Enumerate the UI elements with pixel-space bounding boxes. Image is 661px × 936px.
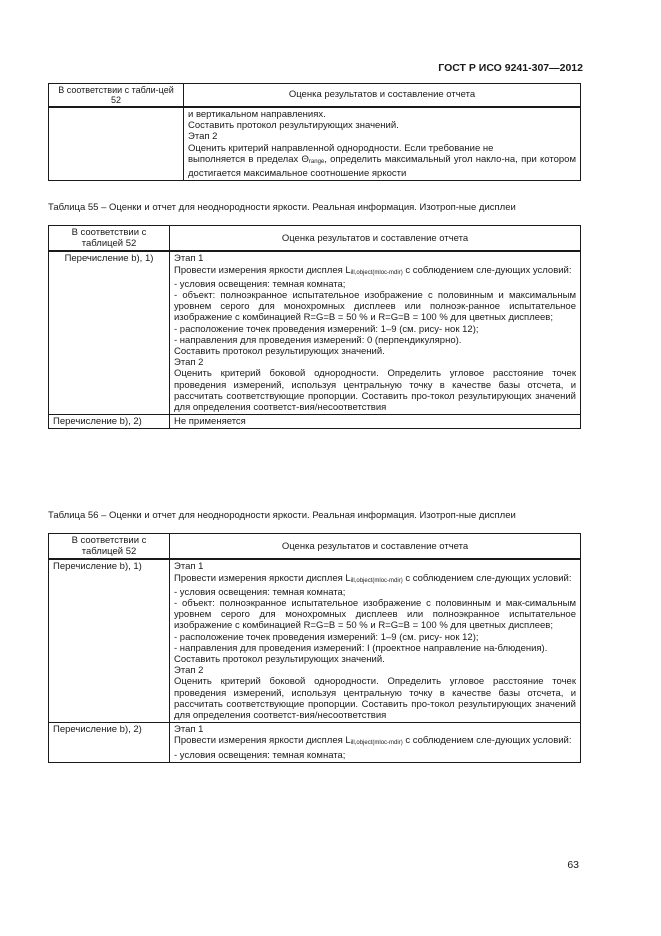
table55 [48, 225, 581, 429]
table56-caption: Таблица 56 – Оценки и отчет для неоднородности яркости. Реальная информация. Изотроп-ные дисплеи [48, 510, 516, 521]
result-cell: Не применяется [170, 415, 581, 429]
table-row [49, 559, 581, 722]
table-header-row [49, 534, 581, 560]
result-cell [170, 251, 581, 414]
stage-heading: Этап 1 [174, 253, 204, 265]
text-line: выполняется в пределах Θrange, определить максимальный угол накло-на, при котором достигается максимальное соотношение яркости [188, 153, 577, 180]
text-line: Оценить критерий боковой однородности. Определить угловое расстояние точек проведения измерений, используя центральную точку в качестве базы отсчета, и рассчитать соответствующие пропорции. Составить про-токол результирующих значений для определения соответст-вия/несоответствия [174, 676, 576, 722]
stage-heading: Этап 2 [174, 665, 204, 677]
empty-cell [49, 107, 184, 181]
text-line: - направления для проведения измерений: I (проектное направление на-блюдения). [174, 642, 548, 654]
col2-header: Оценка результатов и составление отчета [184, 84, 581, 108]
table-row [49, 251, 581, 414]
table55-caption: Таблица 55 – Оценки и отчет для неоднородности яркости. Реальная информация. Изотроп-ные дисплеи [48, 202, 516, 213]
result-cell [184, 107, 581, 181]
table-row [49, 107, 581, 181]
row-label: Перечисление b), 2) [49, 415, 170, 429]
text-line: - направления для проведения измерений: 0 (перпендикулярно). [174, 334, 462, 346]
text-line: Составить протокол результирующих значений. [174, 346, 385, 358]
result-cell [170, 723, 581, 763]
row-label: Перечисление b), 1) [49, 559, 170, 722]
text-line: - условия освещения: темная комната; [174, 749, 346, 761]
result-cell [170, 559, 581, 722]
table-header-row [49, 226, 581, 252]
col1-header: В соответствии с табли-цей 52 [49, 84, 184, 108]
measure-instruction: Провести измерения яркости дисплея Lill,object(mloc-mdir) с соблюдением сле-дующих условий: [174, 735, 572, 747]
stage-heading: Этап 1 [174, 724, 204, 736]
stage-heading: Этап 1 [174, 561, 204, 573]
row-label: Перечисление b), 1) [49, 251, 170, 414]
text-line: Составить протокол результирующих значений. [174, 654, 385, 666]
text-line: Составить протокол результирующих значений. [188, 120, 399, 132]
continuation-table [48, 83, 581, 181]
text-line: - объект: полноэкранное испытательное изображение с половинным и максимальным уровнем серого для монохромных дисплеев или полноэк-ранное испытательное изображение с комбинацией R=G=B = 50 % и R=G=B = 100 % для цветных дисплеев; [174, 290, 576, 324]
stage-heading: Этап 2 [174, 357, 204, 369]
document-standard-header: ГОСТ Р ИСО 9241-307—2012 [438, 62, 583, 74]
text-line: - условия освещения: темная комната; [174, 278, 346, 290]
col2-header: Оценка результатов и составление отчета [170, 534, 581, 560]
text-line: Оценить критерий направленной однородности. Если требование не [188, 142, 494, 154]
measure-instruction: Провести измерения яркости дисплея Lill,object(mloc-mdir) с соблюдением сле-дующих условий: [174, 264, 572, 276]
text-line: - расположение точек проведения измерений: 1–9 (см. рису- нок 12); [174, 631, 479, 643]
text-line: - объект: полноэкранное испытательное изображение с половинным и мак-симальным уровнем серого для монохромных дисплеев или полноэкранное испытательное изображение с комбинацией R=G=B = 50 % и R=G=B = 100 % для цветных дисплеев; [174, 598, 576, 632]
text-line: и вертикальном направлениях. [188, 109, 326, 120]
text-line: - расположение точек проведения измерений: 1–9 (см. рису- нок 12); [174, 323, 479, 335]
text-line: Оценить критерий боковой однородности. Определить угловое расстояние точек проведения измерений, используя центральную точку в качестве базы отсчета, и рассчитать соответствующие пропорции. Составить про-токол результирующих значений для определения соответст-вия/несоответствия [174, 368, 576, 414]
col1-header: В соответствии с таблицей 52 [49, 534, 170, 560]
page-number: 63 [567, 859, 579, 871]
table56 [48, 533, 581, 763]
table-row [49, 723, 581, 763]
text-line: Этап 2 [188, 131, 218, 143]
row-label: Перечисление b), 2) [49, 723, 170, 763]
measure-instruction: Провести измерения яркости дисплея Lill,object(mloc-mdir) с соблюдением сле-дующих условий: [174, 572, 572, 584]
col2-header: Оценка результатов и составление отчета [170, 226, 581, 252]
col1-header: В соответствии с таблицей 52 [49, 226, 170, 252]
text-line: - условия освещения: темная комната; [174, 586, 346, 598]
table-header-row [49, 84, 581, 108]
table-row [49, 415, 581, 429]
